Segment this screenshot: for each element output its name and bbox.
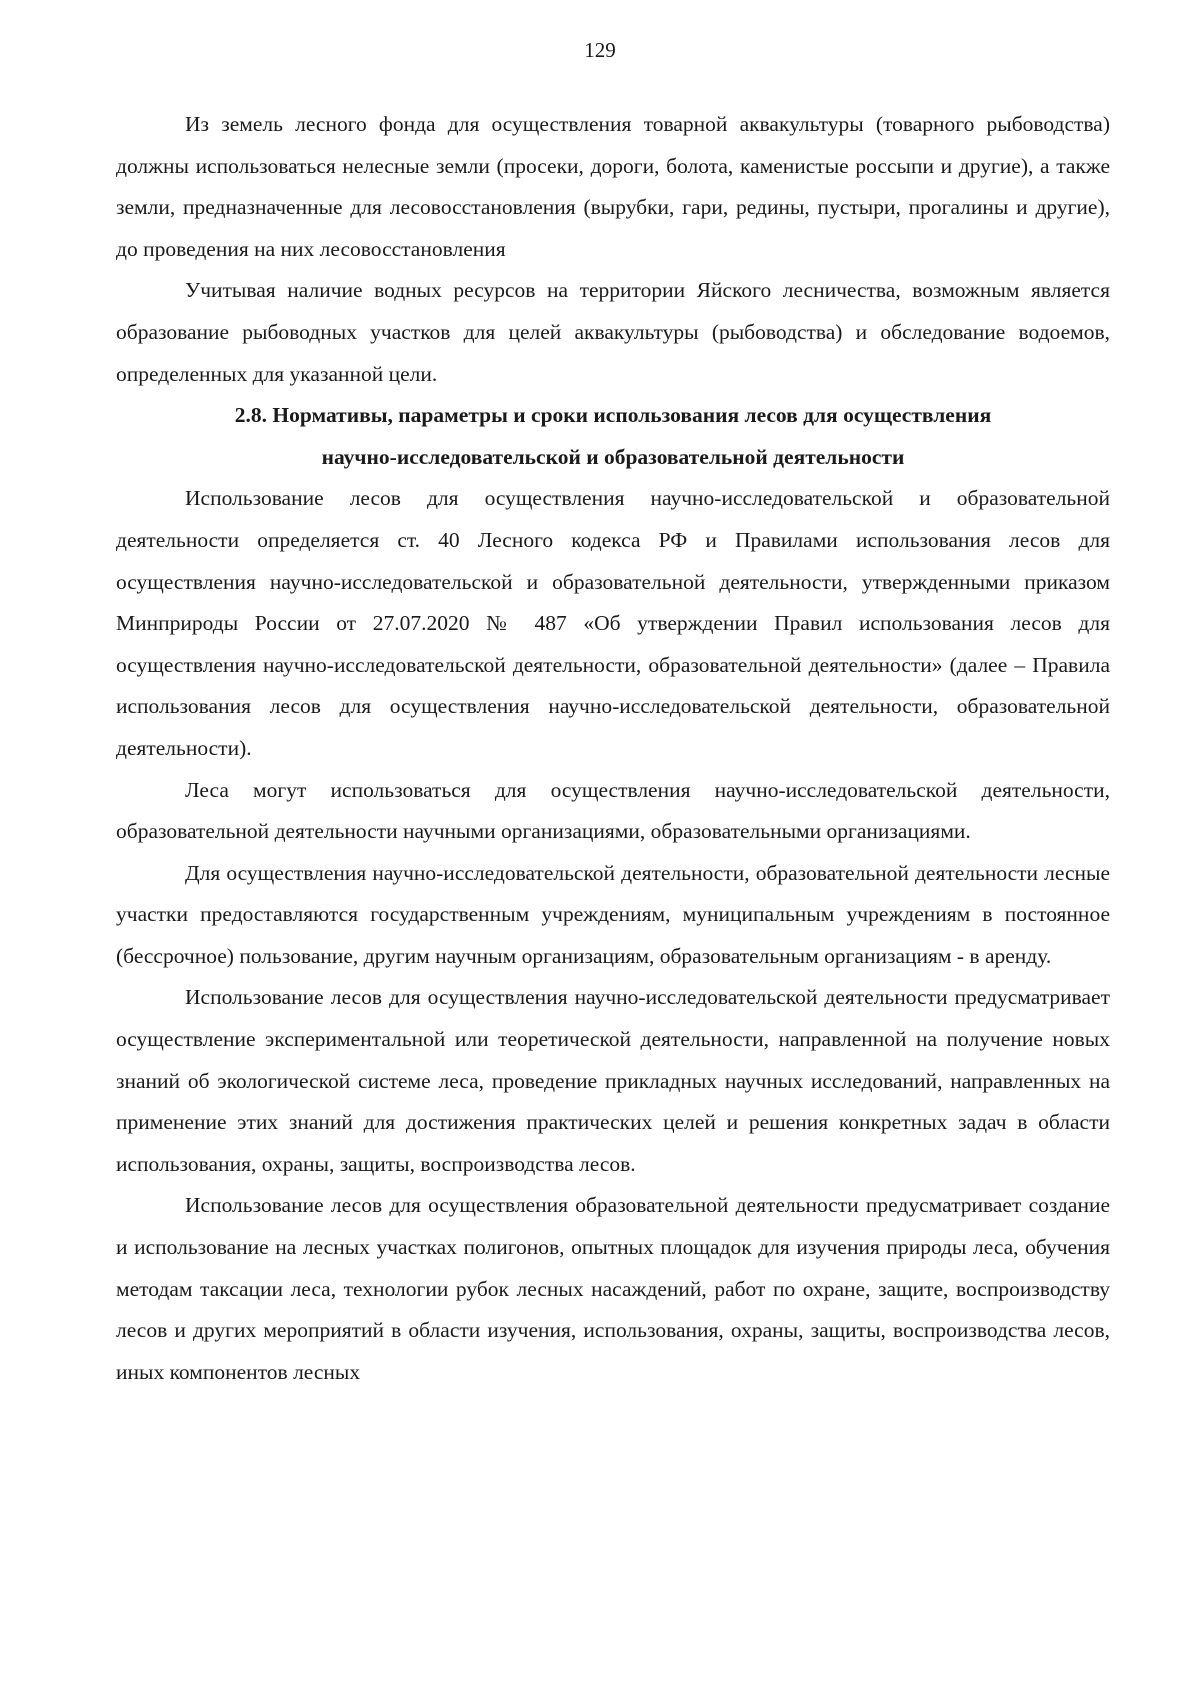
paragraph-aquaculture-lands: Из земель лесного фонда для осуществления товарной аквакультуры (товарного рыбоводства) должны использоваться нелесные земли (просеки, дороги, болота, каменистые россыпи и другие), а также земли, предназначенные для лесовосстановления (вырубки, гари, редины, пустыри, прогалины и другие), до проведения на них лесовосстановления bbox=[116, 112, 1110, 261]
paragraph-who-may-use: Леса могут использоваться для осуществления научно-исследовательской деятельности, образовательной деятельности научными организациями, образовательными организациями. bbox=[116, 777, 1110, 844]
page-number: 129 bbox=[584, 38, 616, 62]
paragraph-research-use: Использование лесов для осуществления научно-исследовательской деятельности предусматривает осуществление экспериментальной или теоретической деятельности, направленной на получение новых знаний об экологической системе леса, проведение прикладных научных исследований, направленных на применение этих знаний для достижения практических целей и решения конкретных задач в области использования, охраны, защиты, воспроизводства лесов. bbox=[116, 985, 1110, 1176]
paragraph-water-resources: Учитывая наличие водных ресурсов на территории Яйского лесничества, возможным является образование рыбоводных участков для целей аквакультуры (рыбоводства) и обследование водоемов, определенных для указанной цели. bbox=[116, 278, 1110, 386]
paragraph-land-provision: Для осуществления научно-исследовательской деятельности, образовательной деятельности лесные участки предоставляются государственным учреждениям, муниципальным учреждениям в постоянное (бессрочное) пользование, другим научным организациям, образовательным организациям - в аренду. bbox=[116, 860, 1110, 968]
document-body bbox=[116, 104, 1110, 1393]
section-heading-line-1: 2.8. Нормативы, параметры и сроки использования лесов для осуществления bbox=[234, 403, 992, 428]
paragraph-educational-use: Использование лесов для осуществления образовательной деятельности предусматривает создание и использование на лесных участках полигонов, опытных площадок для изучения природы леса, обучения методам таксации леса, технологии рубок лесных насаждений, работ по охране, защите, воспроизводству лесов и других мероприятий в области изучения, использования, охраны, защиты, воспроизводства лесов, иных компонентов лесных bbox=[116, 1193, 1110, 1384]
section-heading-line-2: научно-исследовательской и образовательной деятельности bbox=[321, 444, 905, 469]
paragraph-legal-basis: Использование лесов для осуществления научно-исследовательской и образовательной деятельности определяется ст. 40 Лесного кодекса РФ и Правилами использования лесов для осуществления научно-исследовательской и образовательной деятельности, утвержденными приказом Минприроды России от 27.07.2020 № 487 «Об утверждении Правил использования лесов для осуществления научно-исследовательской деятельности, образовательной деятельности» (далее – Правила использования лесов для осуществления научно-исследовательской деятельности, образовательной деятельности). bbox=[116, 486, 1110, 760]
section-heading bbox=[116, 395, 1110, 478]
